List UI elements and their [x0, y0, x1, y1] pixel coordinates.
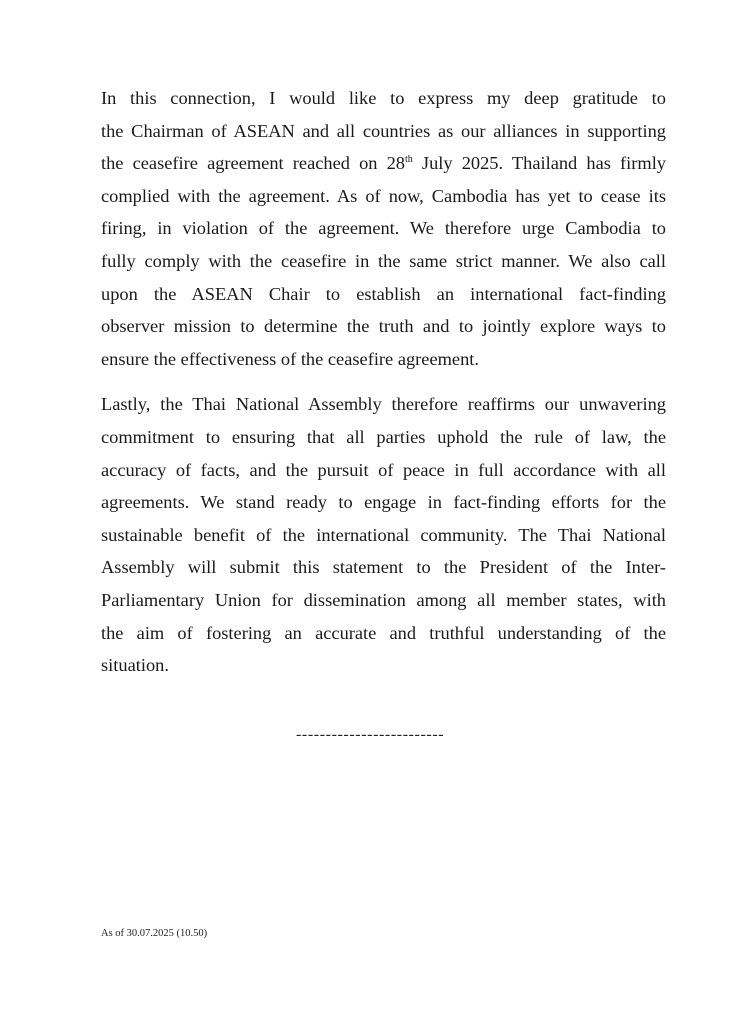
text-line: Lastly, the Thai National Assembly therefore reaffirms our unwavering — [101, 394, 666, 415]
text-line: commitment to ensuring that all parties uphold the rule of law, the — [101, 426, 666, 447]
text-line: firing, in violation of the agreement. We therefore urge Cambodia to — [101, 218, 666, 239]
document-body — [101, 82, 666, 682]
text-line: observer mission to determine the truth and to jointly explore ways to — [101, 316, 666, 337]
text-line: the Chairman of ASEAN and all countries as our alliances in supporting — [101, 120, 666, 141]
paragraph-gratitude — [101, 82, 666, 375]
text-line: complied with the agreement. As of now, Cambodia has yet to cease its — [101, 185, 666, 206]
text-line: upon the ASEAN Chair to establish an international fact-finding — [101, 283, 666, 304]
text-line: the aim of fostering an accurate and truthful understanding of the — [101, 622, 666, 643]
timestamp-note: As of 30.07.2025 (10.50) — [101, 928, 208, 939]
text-line: situation. — [101, 655, 169, 676]
text-line: accuracy of facts, and the pursuit of peace in full accordance with all — [101, 459, 666, 480]
text-line: ensure the effectiveness of the ceasefire agreement. — [101, 348, 479, 369]
text-line — [101, 147, 666, 180]
text-line-post: July 2025. Thailand has firmly — [412, 153, 666, 174]
text-line: agreements. We stand ready to engage in fact-finding efforts for the — [101, 492, 666, 513]
text-line: Assembly will submit this statement to the President of the Inter- — [101, 557, 666, 578]
text-line-pre: the ceasefire agreement reached on 28 — [101, 153, 405, 174]
text-line: Parliamentary Union for dissemination among all member states, with — [101, 589, 666, 610]
paragraph-commitment — [101, 388, 666, 681]
ordinal-suffix: th — [405, 154, 413, 166]
end-separator: ------------------------- — [296, 726, 445, 743]
text-line: sustainable benefit of the international community. The Thai National — [101, 524, 666, 545]
text-line: In this connection, I would like to express my deep gratitude to — [101, 88, 666, 108]
text-line: fully comply with the ceasefire in the same strict manner. We also call — [101, 250, 666, 271]
